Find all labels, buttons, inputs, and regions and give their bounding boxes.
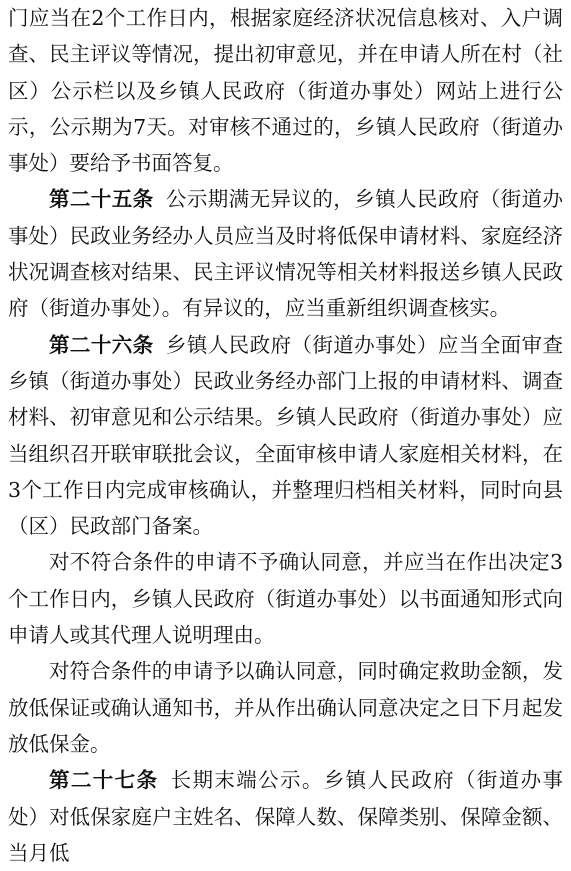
article-number: 第二十六条: [49, 332, 154, 357]
paragraph-text: 乡镇人民政府（街道办事处）应当全面审查乡镇（街道办事处）民政业务经办部门上报的申请材料、调查材料、初审意见和公示结果。乡镇人民政府（街道办事处）应当组织召开联审联批会议，全面审核申请人家庭相关材料，在3个工作日内完成审核确认，并整理归档相关材料，同时向县（区）民政部门备案。: [8, 332, 563, 539]
paragraph-text: 对符合条件的申请予以确认同意，同时确定救助金额，发放低保证或确认通知书，并从作出确认同意决定之日下月起发放低保金。: [8, 659, 563, 756]
article-26-paragraph: [8, 327, 563, 545]
paragraph-text: 公示期满无异议的，乡镇人民政府（街道办事处）民政业务经办人员应当及时将低保申请材料、家庭经济状况调查核对结果、民主评议情况等相关材料报送乡镇人民政府（街道办事处）。有异议的，应当重新组织调查核实。: [8, 187, 563, 321]
article-25-paragraph: [8, 181, 563, 326]
paragraph-rejection: [8, 544, 563, 653]
paragraph-text: 对不符合条件的申请不予确认同意，并应当在作出决定3个工作日内，乡镇人民政府（街道办事处）以书面通知形式向申请人或其代理人说明理由。: [8, 550, 563, 648]
paragraph-continued: [8, 0, 563, 181]
article-number: 第二十七条: [49, 768, 159, 793]
article-27-paragraph: [8, 762, 563, 871]
paragraph-text: 门应当在2个工作日内，根据家庭经济状况信息核对、入户调查、民主评议等情况，提出初审意见，并在申请人所在村（社区）公示栏以及乡镇人民政府（街道办事处）网站上进行公示，公示期为7天。对审核不通过的，乡镇人民政府（街道办事处）要给予书面答复。: [8, 6, 563, 176]
paragraph-approval: [8, 653, 563, 762]
paragraph-text: 长期末端公示。乡镇人民政府（街道办事处）对低保家庭户主姓名、保障人数、保障类别、保障金额、当月低: [8, 768, 564, 865]
article-number: 第二十五条: [49, 187, 154, 212]
